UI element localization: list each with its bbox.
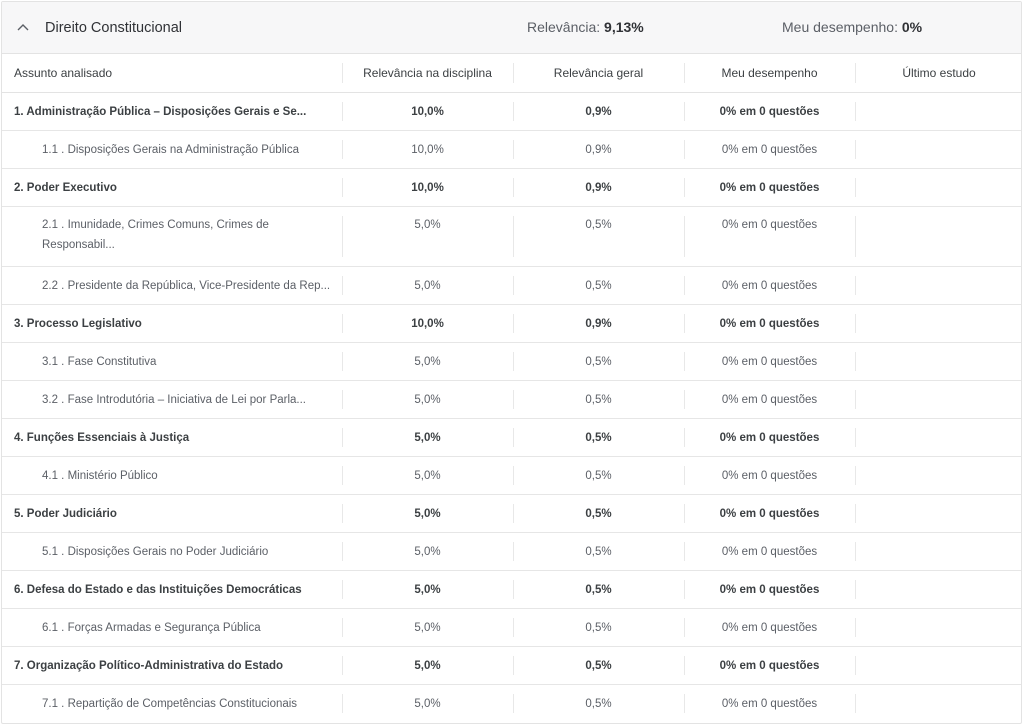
table-row-subtopic[interactable]	[2, 456, 1022, 494]
table-row-topic[interactable]	[2, 418, 1022, 456]
last-study-cell	[855, 418, 1022, 456]
subject-cell: 7.1 . Repartição de Competências Constitucionais	[42, 697, 298, 710]
discipline-relevance-cell: 5,0%	[342, 206, 513, 266]
table-row-subtopic[interactable]	[2, 342, 1022, 380]
subject-cell: 3. Processo Legislativo	[2, 304, 342, 342]
general-relevance-cell: 0,9%	[513, 168, 684, 206]
table-row-topic[interactable]	[2, 168, 1022, 206]
subject-cell: 3.2 . Fase Introdutória – Iniciativa de Lei por Parla...	[2, 380, 342, 418]
table-row-topic[interactable]	[2, 304, 1022, 342]
performance-cell: 0% em 0 questões	[684, 206, 855, 266]
table-row-topic[interactable]	[2, 92, 1022, 130]
discipline-relevance-cell: 5,0%	[342, 570, 513, 608]
last-study-cell	[855, 380, 1022, 418]
discipline-relevance: Relevância: 9,13%	[527, 19, 644, 35]
general-relevance-cell: 0,5%	[513, 684, 684, 722]
last-study-cell	[855, 608, 1022, 646]
general-relevance-cell: 0,5%	[513, 608, 684, 646]
discipline-relevance-cell: 10,0%	[342, 304, 513, 342]
discipline-header[interactable]	[2, 2, 1021, 54]
table-row-topic[interactable]	[2, 494, 1022, 532]
performance-cell: 0% em 0 questões	[684, 684, 855, 722]
col-header-last-study[interactable]: Último estudo	[855, 54, 1022, 92]
table-row-subtopic[interactable]	[2, 130, 1022, 168]
table-header-row	[2, 54, 1022, 92]
general-relevance-cell: 0,5%	[513, 570, 684, 608]
subject-cell: 6.1 . Forças Armadas e Segurança Pública	[2, 608, 342, 646]
discipline-relevance-cell: 5,0%	[342, 608, 513, 646]
general-relevance-cell: 0,5%	[513, 494, 684, 532]
subject-cell: 4.1 . Ministério Público	[2, 456, 342, 494]
last-study-cell	[855, 266, 1022, 304]
subject-cell: 1. Administração Pública – Disposições Gerais e Se...	[2, 92, 342, 130]
performance-cell: 0% em 0 questões	[684, 532, 855, 570]
col-header-performance[interactable]: Meu desempenho	[684, 54, 855, 92]
table-row-topic[interactable]	[2, 570, 1022, 608]
discipline-relevance-cell: 5,0%	[342, 532, 513, 570]
last-study-cell	[855, 494, 1022, 532]
col-header-subject[interactable]: Assunto analisado	[2, 54, 342, 92]
general-relevance-cell: 0,5%	[513, 206, 684, 266]
last-study-cell	[855, 206, 1022, 266]
table-row-subtopic[interactable]	[2, 684, 1022, 722]
subjects-table	[2, 54, 1022, 722]
performance-cell: 0% em 0 questões	[684, 168, 855, 206]
discipline-relevance-cell: 5,0%	[342, 342, 513, 380]
performance-cell: 0% em 0 questões	[684, 304, 855, 342]
general-relevance-cell: 0,5%	[513, 418, 684, 456]
discipline-performance: Meu desempenho: 0%	[782, 19, 923, 35]
discipline-relevance-cell: 5,0%	[342, 418, 513, 456]
last-study-cell	[855, 532, 1022, 570]
general-relevance-cell: 0,5%	[513, 380, 684, 418]
table-row-subtopic[interactable]	[2, 206, 1022, 266]
table-row-subtopic[interactable]	[2, 380, 1022, 418]
table-row-subtopic[interactable]	[2, 266, 1022, 304]
last-study-cell	[855, 570, 1022, 608]
table-row-subtopic[interactable]	[2, 608, 1022, 646]
performance-cell: 0% em 0 questões	[684, 608, 855, 646]
col-header-general-relevance[interactable]: Relevância geral	[513, 54, 684, 92]
discipline-relevance-cell: 5,0%	[342, 266, 513, 304]
subject-cell: 7. Organização Político-Administrativa do Estado	[2, 646, 342, 684]
last-study-cell	[855, 646, 1022, 684]
table-body	[2, 92, 1022, 722]
last-study-cell	[855, 92, 1022, 130]
discipline-relevance-cell: 5,0%	[342, 456, 513, 494]
discipline-relevance-cell: 10,0%	[342, 168, 513, 206]
last-study-cell	[855, 456, 1022, 494]
general-relevance-cell: 0,5%	[513, 646, 684, 684]
performance-cell: 0% em 0 questões	[684, 494, 855, 532]
general-relevance-cell: 0,5%	[513, 266, 684, 304]
performance-cell: 0% em 0 questões	[684, 342, 855, 380]
discipline-relevance-cell: 5,0%	[342, 684, 513, 722]
general-relevance-cell: 0,5%	[513, 456, 684, 494]
last-study-cell	[855, 304, 1022, 342]
performance-cell: 0% em 0 questões	[684, 646, 855, 684]
subject-cell: 1.1 . Disposições Gerais na Administração Pública	[2, 130, 342, 168]
performance-cell: 0% em 0 questões	[684, 380, 855, 418]
performance-cell: 0% em 0 questões	[684, 456, 855, 494]
general-relevance-cell: 0,9%	[513, 130, 684, 168]
subject-cell: 2.1 . Imunidade, Crimes Comuns, Crimes de Responsabil...	[2, 206, 342, 266]
last-study-cell	[855, 130, 1022, 168]
subject-cell: 2.2 . Presidente da República, Vice-Presidente da Rep...	[2, 266, 342, 304]
chevron-up-icon[interactable]	[16, 22, 30, 32]
discipline-relevance-cell: 5,0%	[342, 646, 513, 684]
general-relevance-cell: 0,5%	[513, 532, 684, 570]
table-row-subtopic[interactable]	[2, 532, 1022, 570]
subject-cell: 4. Funções Essenciais à Justiça	[2, 418, 342, 456]
discipline-relevance-cell: 10,0%	[342, 92, 513, 130]
general-relevance-cell: 0,9%	[513, 304, 684, 342]
discipline-title[interactable]: Direito Constitucional	[45, 20, 183, 36]
discipline-panel	[1, 1, 1022, 724]
subject-cell: 6. Defesa do Estado e das Instituições Democráticas	[2, 570, 342, 608]
performance-cell: 0% em 0 questões	[684, 130, 855, 168]
discipline-relevance-cell: 10,0%	[342, 130, 513, 168]
subject-cell: 2. Poder Executivo	[2, 168, 342, 206]
last-study-cell	[855, 168, 1022, 206]
subject-cell: 5. Poder Judiciário	[2, 494, 342, 532]
performance-cell: 0% em 0 questões	[684, 570, 855, 608]
last-study-cell	[855, 684, 1022, 722]
col-header-discipline-relevance[interactable]: Relevância na disciplina	[342, 54, 513, 92]
performance-cell: 0% em 0 questões	[684, 266, 855, 304]
general-relevance-cell: 0,9%	[513, 92, 684, 130]
performance-cell: 0% em 0 questões	[684, 418, 855, 456]
table-row-topic[interactable]	[2, 646, 1022, 684]
discipline-relevance-cell: 5,0%	[342, 494, 513, 532]
general-relevance-cell: 0,5%	[513, 342, 684, 380]
subject-cell: 5.1 . Disposições Gerais no Poder Judiciário	[2, 532, 342, 570]
discipline-relevance-cell: 5,0%	[342, 380, 513, 418]
performance-cell: 0% em 0 questões	[684, 92, 855, 130]
last-study-cell	[855, 342, 1022, 380]
subject-cell: 3.1 . Fase Constitutiva	[2, 342, 342, 380]
